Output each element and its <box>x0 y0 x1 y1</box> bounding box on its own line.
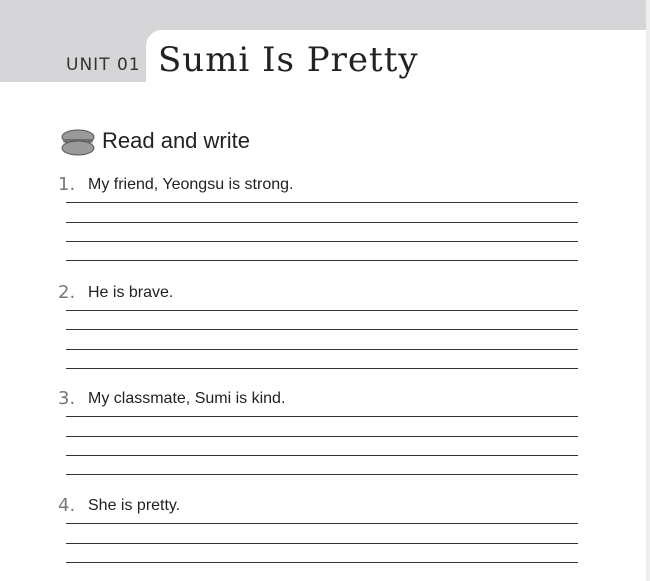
question-text: He is brave. <box>88 284 174 301</box>
question-text: My friend, Yeongsu is strong. <box>88 176 294 193</box>
answer-line[interactable] <box>66 202 578 203</box>
answer-line[interactable] <box>66 260 578 261</box>
answer-line[interactable] <box>66 368 578 369</box>
answer-line[interactable] <box>66 416 578 417</box>
answer-line[interactable] <box>66 349 578 350</box>
macaron-icon <box>60 128 96 156</box>
question-number: 2. <box>58 282 76 303</box>
question-text: She is pretty. <box>88 497 181 514</box>
answer-line[interactable] <box>66 474 578 475</box>
page-title: Sumi Is Pretty <box>158 40 419 80</box>
question-number: 1. <box>58 174 76 195</box>
answer-line[interactable] <box>66 436 578 437</box>
page-edge <box>646 0 650 581</box>
question-text: My classmate, Sumi is kind. <box>88 390 286 407</box>
section-title: Read and write <box>102 128 250 153</box>
answer-line[interactable] <box>66 329 578 330</box>
answer-line[interactable] <box>66 222 578 223</box>
unit-label: UNIT 01 <box>66 55 141 75</box>
answer-line[interactable] <box>66 455 578 456</box>
answer-line[interactable] <box>66 562 578 563</box>
answer-line[interactable] <box>66 543 578 544</box>
answer-line[interactable] <box>66 241 578 242</box>
question-number: 4. <box>58 495 76 516</box>
answer-line[interactable] <box>66 310 578 311</box>
answer-line[interactable] <box>66 523 578 524</box>
question-number: 3. <box>58 388 76 409</box>
